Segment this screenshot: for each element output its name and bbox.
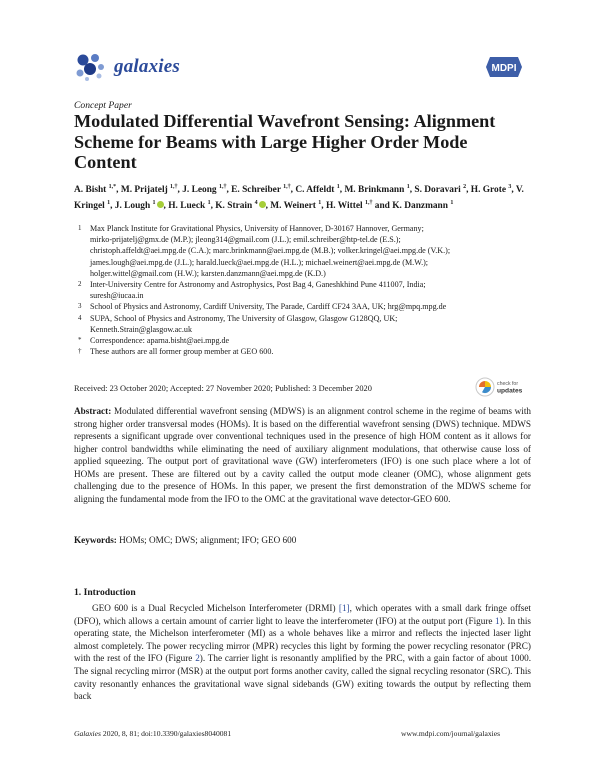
author-affiliation-mark: 3 (508, 184, 512, 190)
affiliation-line: james.lough@aei.mpg.de (J.L.); harald.lueck@aei.mpg.de (H.L.); michael.weinert@aei.mpg.de (M.W.); (90, 257, 429, 267)
affiliation-line: christoph.affeldt@aei.mpg.de (C.A.); marc.brinkmann@aei.mpg.de (M.B.); volker.kringel@aei.mpg.de (V.K.); (90, 246, 451, 256)
footer-url[interactable]: www.mdpi.com/journal/galaxies (401, 729, 501, 738)
affiliation-item (74, 313, 534, 335)
footer-doi[interactable]: 2020, 8, 81; doi:10.3390/galaxies8040081 (101, 729, 232, 738)
keywords-text: HOMs; OMC; DWS; alignment; IFO; GEO 600 (119, 535, 297, 545)
journal-name: galaxies (114, 56, 180, 77)
author-affiliation-mark: 4 (254, 199, 258, 206)
author-affiliation-mark: 1,† (283, 184, 291, 190)
author-affiliation-mark: 1 (336, 184, 340, 190)
publication-dates: Received: 23 October 2020; Accepted: 27 November 2020; Published: 3 December 2020 (74, 384, 372, 393)
author-name: V. Kringel (74, 185, 524, 211)
affiliation-mark: † (78, 347, 82, 356)
affiliation-text (90, 313, 534, 335)
affiliation-mark: 3 (78, 302, 82, 311)
affiliation-mark: 2 (78, 280, 82, 289)
affiliation-text (90, 279, 534, 301)
author-name: K. Danzmann (392, 200, 448, 211)
affiliation-list (74, 223, 534, 357)
author-affiliation-mark: 1,* (108, 184, 117, 190)
author-affiliation-mark: 1 (107, 199, 111, 206)
author-name: C. Affeldt (295, 185, 335, 196)
author-affiliation-mark: 1,† (218, 184, 227, 190)
affiliation-line: These authors are all former group member at GEO 600. (90, 347, 274, 357)
affiliation-item (74, 346, 534, 357)
author-name: A. Bisht (74, 185, 107, 196)
affiliation-line: mirko-prijatelj@gmx.de (M.P.); jleong314@gmail.com (J.L.); emil.schreiber@htp-tel.de (E.S.); (90, 235, 401, 245)
affiliation-line: SUPA, School of Physics and Astronomy, The University of Glasgow, Glasgow G128QQ, UK; (90, 313, 398, 323)
affiliation-item (74, 335, 534, 346)
author-name: H. Lueck (168, 200, 206, 211)
intro-text-1: GEO 600 is a Dual Recycled Michelson Interferometer (DRMI) (92, 603, 339, 613)
author-name: M. Weinert (270, 200, 316, 211)
check-updates-line1: check for (497, 381, 519, 387)
introduction-paragraph (74, 602, 531, 703)
reference-link[interactable]: [1] (338, 603, 350, 613)
affiliation-line: suresh@iucaa.in (90, 291, 144, 301)
affiliation-item (74, 223, 534, 279)
affiliation-text (90, 346, 534, 357)
abstract-label: Abstract: (74, 406, 112, 416)
keywords-label: Keywords: (74, 535, 117, 545)
author-name: E. Schreiber (231, 185, 281, 196)
article-type: Concept Paper (74, 100, 132, 111)
author-name: H. Grote (470, 185, 507, 196)
section-heading: 1. Introduction (74, 587, 136, 598)
author-name: M. Brinkmann (344, 185, 405, 196)
mdpi-logo-icon[interactable] (484, 55, 524, 79)
author-name: J. Leong (182, 185, 217, 196)
footer-citation (74, 729, 231, 738)
affiliation-item (74, 301, 534, 312)
orcid-icon[interactable] (259, 201, 266, 208)
abstract (74, 405, 531, 505)
author-name: M. Prijatelj (120, 185, 168, 196)
author-affiliation-mark: 1,† (170, 184, 178, 190)
affiliation-mark: 4 (78, 313, 82, 322)
author-name: K. Strain (215, 200, 253, 211)
affiliation-line: Inter-University Centre for Astronomy and Astrophysics, Post Bag 4, Ganeshkhind Pune 411007, India; (90, 280, 426, 290)
keywords (74, 535, 531, 545)
affiliation-line: Max Planck Institute for Gravitational Physics, University of Hannover, D-30167 Hannover, Germany; (90, 224, 424, 233)
affiliation-mark: * (78, 336, 82, 345)
author-list: A. Bisht $^{1,*}$, M. Prijatelj $^{1,\dagger}$, J. Leong $^{1,\dagger}$, E. Schreiber $^{1,\dagger}$, C. Affeldt $^1$, M. Brinkmann $^1$, S. Doravari $^2$, H. Grote $^3$, V. Kringel $^1$, J. Lough $^1$ , H. Lueck $^1$, K. Strain $^4$ , M. Weinert $^1$, H. Wittel $^{1,\dagger}$ and K. Danzmann $^1$ (74, 184, 524, 211)
author-name: J. Lough (114, 200, 151, 211)
author-affiliation-mark: 1 (152, 199, 156, 206)
intro-text-2: , which operates with a small dark fringe offset (DFO), which allows a certain amount of carrier light to leave the interferometer (IFO) at the output port (Figure (74, 603, 531, 626)
journal-logo[interactable] (74, 52, 180, 82)
author-name: S. Doravari (414, 185, 461, 196)
author-affiliation-mark: 1,† (364, 199, 373, 206)
affiliation-item (74, 279, 534, 301)
footer-journal: Galaxies (74, 729, 101, 738)
mdpi-logo-text: MDPI (491, 63, 517, 74)
affiliation-line: Correspondence: aparna.bisht@aei.mpg.de (90, 336, 230, 346)
abstract-text: Modulated differential wavefront sensing (MDWS) is an alignment control scheme in the regime of beams with strong higher order transversal modes (HOMs). It is based on the differential wavefront sensing (DWS) technique. MDWS represents a significant upgrade over conventional techniques used in the presence of high HOM content as it allows for higher control bandwidths while eliminating the need of auxiliary alignment modulations, that otherwise cause loss of applied squeezing. The output port of gravitational wave (GW) interferometers (IFO) is one such place where a lot of HOMs are present. These are filtered out by a cavity called the output mode cleaner (OMC), whose alignment gets challenging due to the presence of HOMs. In this paper, we present the first demonstration of the MDWS scheme for aligning the fundamental mode from the IFO to the OMC at the gravitational wave detector-GEO 600. (74, 406, 531, 504)
author-affiliation-mark: 1 (406, 184, 410, 190)
affiliation-line: School of Physics and Astronomy, Cardiff University, The Parade, Cardiff CF24 3AA, UK; hrg@mpq.mpg.de (90, 302, 447, 312)
author-affiliation-mark: 1 (207, 199, 211, 206)
affiliation-text (90, 335, 534, 346)
affiliation-line: Kenneth.Strain@glasgow.ac.uk (90, 324, 193, 334)
affiliation-text (90, 223, 534, 279)
check-for-updates-badge[interactable] (474, 374, 524, 400)
orcid-icon[interactable] (157, 201, 164, 208)
intro-text-4: ). The carrier light is resonantly amplified by the PRC, with a gain factor of about 1000. The signal recycling mirror (MSR) at the output port forms another cavity, called the signal recycling resonator (SRC). This cavity resonantly enhances the gravitational wave signal sidebands (GW) exiting towards the output by reflecting them back (74, 653, 531, 702)
author-affiliation-mark: 1 (318, 199, 322, 206)
figure-1-link[interactable]: 1 (495, 615, 500, 626)
paper-title: Modulated Differential Wavefront Sensing: Alignment Scheme for Beams with Large Higher Order Mode Content (74, 111, 496, 172)
affiliation-line: holger.wittel@gmail.com (H.W.); karsten.danzmann@aei.mpg.de (K.D.) (90, 268, 326, 278)
intro-text-3: ). In this operating state, the Michelson interferometer (MI) as a whole behaves like a mirror and reflects the injected laser light almost completely. The power recycling mirror (MPR) recycles this light by forming the power recycling resonator (PRC) with the rest of the IFO (Figure (74, 615, 531, 664)
figure-2-link[interactable]: 2 (195, 653, 200, 664)
author-name: H. Wittel (325, 200, 363, 211)
affiliation-text (90, 301, 534, 312)
author-affiliation-mark: 1 (450, 199, 454, 206)
check-updates-line2: updates (497, 387, 523, 395)
affiliation-mark: 1 (78, 224, 82, 232)
author-affiliation-mark: 2 (463, 184, 467, 190)
journal-logo-icon (74, 52, 108, 82)
